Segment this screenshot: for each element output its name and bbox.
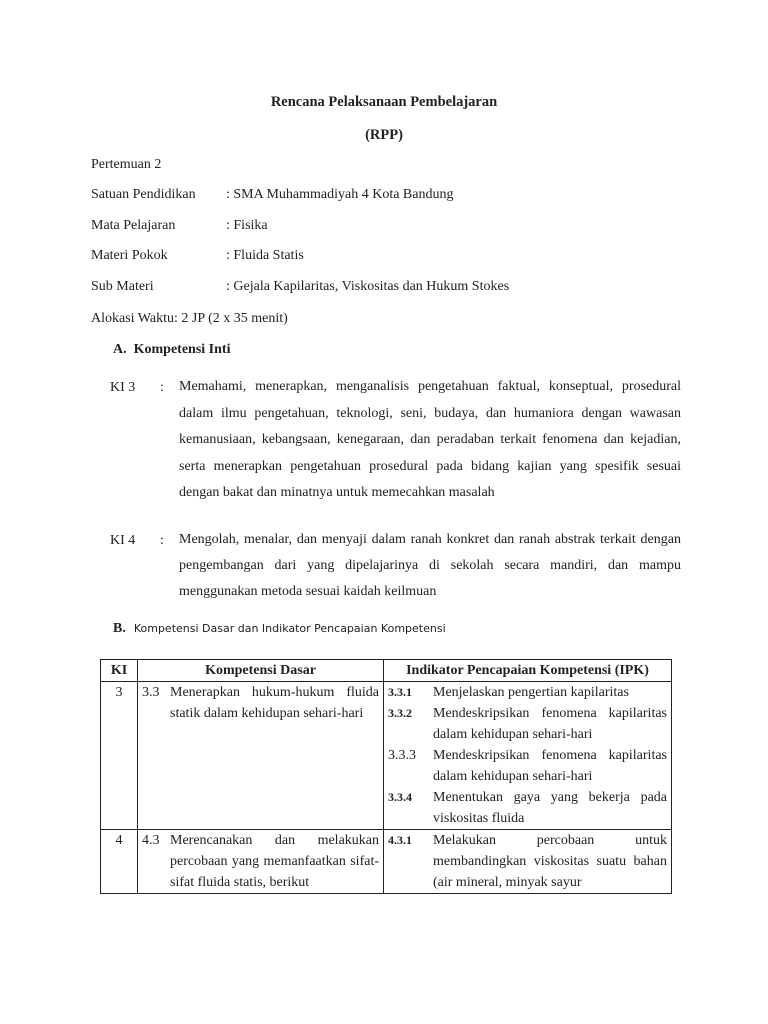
kd-text: Merencanakan dan melakukan percobaan yang memanfaatkan sifat-sifat fluida statis, berikut xyxy=(170,833,379,890)
ipk-number: 3.3.3 xyxy=(388,748,416,763)
ipk-text: Mendeskripsikan fenomena kapilaritas dalam kehidupan sehari-hari xyxy=(433,706,667,742)
ipk-text: Mendeskripsikan fenomena kapilaritas dalam kehidupan sehari-hari xyxy=(433,748,667,784)
section-b-title: Kompetensi Dasar dan Indikator Pencapaian Kompetensi xyxy=(133,622,446,635)
row-ki: 3 xyxy=(101,682,138,830)
document-title: Rencana Pelaksanaan Pembelajaran xyxy=(270,94,498,110)
kd-text: Menerapkan hukum-hukum fluida statik dalam kehidupan sehari-hari xyxy=(170,685,379,721)
ki4-colon: : xyxy=(160,533,164,548)
kd-number: 4.3 xyxy=(142,833,160,848)
info-value: : Fluida Statis xyxy=(226,248,304,263)
table-row xyxy=(101,830,672,894)
info-label: Materi Pokok xyxy=(91,248,168,263)
info-row-topic xyxy=(91,248,304,264)
ki3-text: Memahami, menerapkan, menganalisis pengetahuan faktual, konseptual, prosedural dalam ilmu pengetahuan, teknologi, seni, budaya, dan humaniora dengan wawasan kemanusiaan, kebangsaan, kenegaraan, dan peradaban terkait fenomena dan kejadian, serta menerapkan pengetahuan prosedural pada bidang kajian yang spesifik sesuai dengan bakat dan minatnya untuk memecahkan masalah xyxy=(179,379,681,500)
row-ki: 4 xyxy=(101,830,138,894)
header-ipk: Indikator Pencapaian Kompetensi (IPK) xyxy=(384,660,672,682)
info-value: : Gejala Kapilaritas, Viskositas dan Hukum Stokes xyxy=(226,279,510,294)
info-label: Mata Pelajaran xyxy=(91,218,176,233)
ki4-code: KI 4 xyxy=(110,533,136,548)
row-ipk xyxy=(384,682,672,830)
ipk-text: Melakukan percobaan untuk membandingkan viskositas suatu bahan (air mineral, minyak sayur xyxy=(433,833,667,890)
ipk-number: 4.3.1 xyxy=(388,833,412,847)
ipk-item xyxy=(388,830,667,893)
document-subtitle: (RPP) xyxy=(365,127,403,143)
time-allocation: Alokasi Waktu: 2 JP (2 x 35 menit) xyxy=(91,311,288,326)
ipk-text: Menjelaskan pengertian kapilaritas xyxy=(433,685,629,700)
ipk-number: 3.3.2 xyxy=(388,706,412,720)
competency-table xyxy=(100,659,672,894)
ipk-item xyxy=(388,787,667,829)
row-kd xyxy=(138,830,384,894)
info-value: : SMA Muhammadiyah 4 Kota Bandung xyxy=(226,187,454,202)
info-row-school xyxy=(91,187,454,203)
ipk-item xyxy=(388,745,667,787)
info-row-subtopic xyxy=(91,279,509,295)
ipk-item xyxy=(388,682,667,703)
info-label: Sub Materi xyxy=(91,279,154,294)
info-row-subject xyxy=(91,218,268,234)
ki3-code: KI 3 xyxy=(110,380,136,395)
ki3-colon: : xyxy=(160,380,164,395)
ipk-item xyxy=(388,703,667,745)
row-ipk xyxy=(384,830,672,894)
header-ki: KI xyxy=(101,660,138,682)
info-value: : Fisika xyxy=(226,218,268,233)
ipk-number: 3.3.1 xyxy=(388,685,412,699)
row-kd xyxy=(138,682,384,830)
section-a-title: Kompetensi Inti xyxy=(133,342,231,357)
ipk-number: 3.3.4 xyxy=(388,790,412,804)
ki4-text: Mengolah, menalar, dan menyaji dalam ranah konkret dan ranah abstrak terkait dengan pengembangan dari yang dipelajarinya di sekolah secara mandiri, dan mampu menggunakan metoda sesuai kaidah keilmuan xyxy=(179,532,681,599)
section-b-letter: B. xyxy=(113,621,126,636)
kd-number: 3.3 xyxy=(142,685,160,700)
ipk-text: Menentukan gaya yang bekerja pada viskositas fluida xyxy=(433,790,667,826)
section-a-letter: A. xyxy=(113,342,127,357)
table-header-row xyxy=(101,660,672,682)
section-a-heading xyxy=(113,342,230,358)
header-kd: Kompetensi Dasar xyxy=(138,660,384,682)
info-label: Satuan Pendidikan xyxy=(91,187,196,202)
section-b-heading xyxy=(113,621,446,637)
meeting-label: Pertemuan 2 xyxy=(91,157,162,172)
table-row xyxy=(101,682,672,830)
